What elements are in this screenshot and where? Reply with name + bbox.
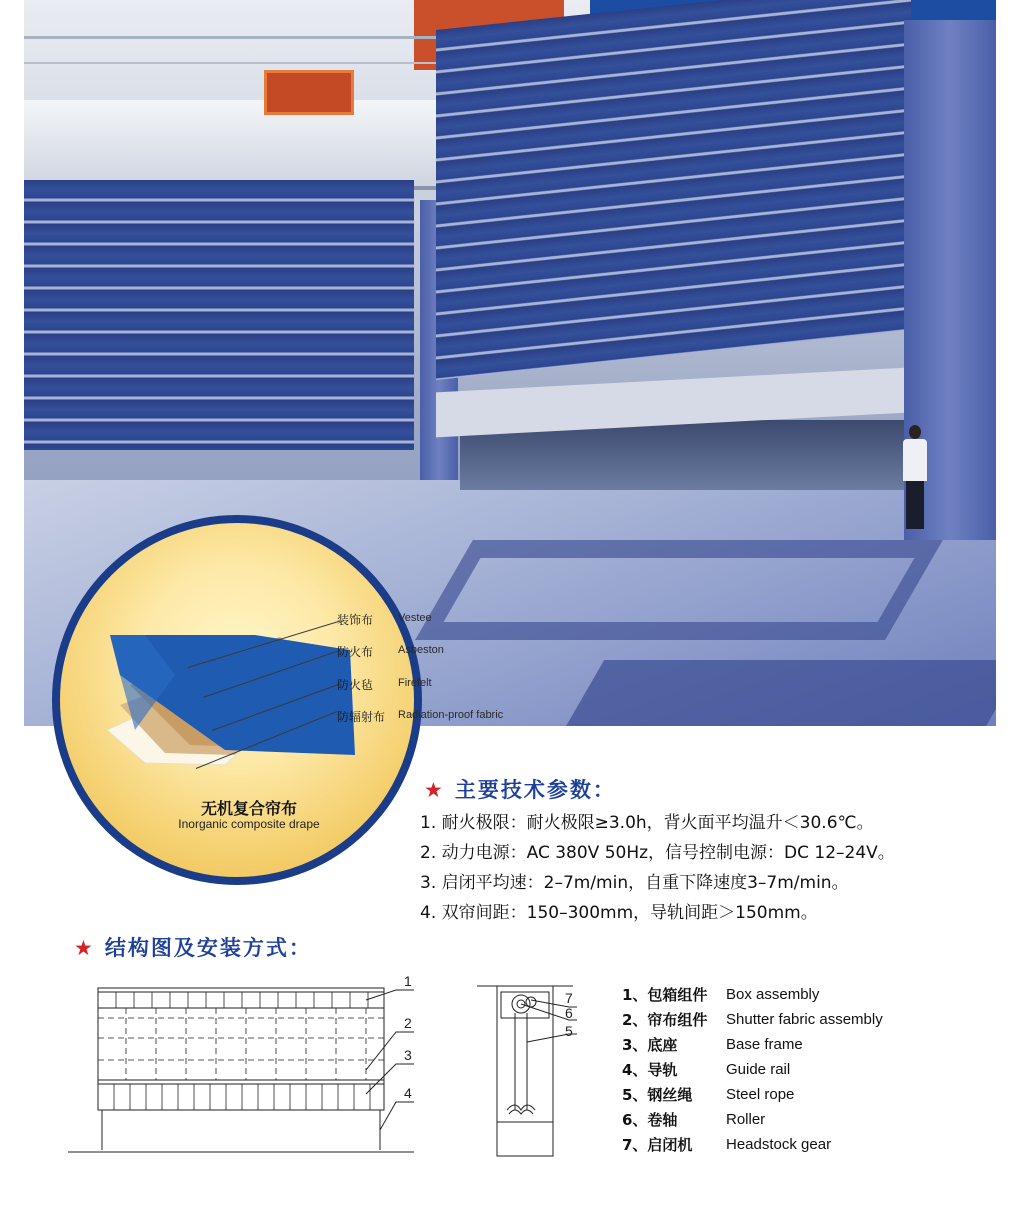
legend-cn: 5、钢丝绳 [622,1086,693,1104]
person-figure [900,425,930,530]
structure-title: 结构图及安装方式： [104,936,312,960]
floor-inlay [415,540,943,640]
side-label-7: 7 [565,990,573,1006]
legend-cn: 1、包箱组件 [622,986,708,1004]
legend-en: Box assembly [726,986,820,1003]
tech-param-item: 2. 动力电源：AC 380V 50Hz，信号控制电源：DC 12–24V。 [420,843,895,863]
front-label-2: 2 [404,1015,412,1031]
legend-cn: 4、导轨 [622,1061,678,1079]
floor-inlay-dark [564,660,996,726]
star-icon: ★ [424,778,445,802]
legend-row [622,1132,883,1157]
layer-2-en: Asbeston [398,644,444,656]
side-label-5: 5 [565,1023,573,1039]
legend-row [622,1107,883,1132]
legend-en: Guide rail [726,1061,791,1078]
legend-cn: 2、帘布组件 [622,1011,708,1029]
tech-param-item: 3. 启闭平均速：2–7m/min，自重下降速度3–7m/min。 [420,873,849,893]
drape-title-en: Inorganic composite drape [178,817,320,831]
layer-4-en: Radiation-proof fabric [398,709,504,721]
legend-cn: 6、卷轴 [622,1111,678,1129]
tech-params-title: 主要技术参数： [454,778,616,802]
layer-3-en: Firefelt [398,677,432,689]
drape-title-cn: 无机复合帘布 [200,799,297,818]
fire-shutter-right [436,0,911,380]
layer-1-en: Vestee [398,612,432,624]
front-elevation-diagram [66,970,426,1160]
legend-row [622,1057,883,1082]
legend-en: Steel rope [726,1086,795,1103]
layer-1-cn: 装饰布 [337,613,374,627]
legend-en: Shutter fabric assembly [726,1011,883,1028]
fire-shutter-left [24,180,414,450]
front-label-1: 1 [404,973,412,989]
layer-4-cn: 防辐射布 [337,710,386,724]
legend-en: Base frame [726,1036,803,1053]
front-label-3: 3 [404,1047,412,1063]
layer-2-cn: 防火布 [337,645,374,659]
legend-cn: 3、底座 [622,1036,678,1054]
layer-3-cn: 防火毡 [337,678,374,692]
legend-row [622,1032,883,1057]
orange-window [264,70,354,115]
tech-params-list [420,808,895,928]
tech-param-item: 4. 双帘间距：150–300mm，导轨间距＞150mm。 [420,903,818,923]
legend-row [622,1082,883,1107]
legend-cn: 7、启闭机 [622,1136,693,1154]
structure-heading [74,932,312,962]
legend-en: Headstock gear [726,1136,832,1153]
legend-en: Roller [726,1111,766,1128]
side-label-6: 6 [565,1005,573,1021]
side-section-diagram [475,982,585,1157]
legend-row [622,1007,883,1032]
star-icon: ★ [74,936,95,960]
tech-params-heading [424,774,616,804]
tech-param-item: 1. 耐火极限：耐火极限≥3.0h，背火面平均温升＜30.6℃。 [420,813,874,833]
parts-legend [622,982,883,1157]
front-label-4: 4 [404,1085,412,1101]
balcony-railing-lower [24,62,444,64]
legend-row [622,982,883,1007]
balcony-railing [24,36,464,39]
